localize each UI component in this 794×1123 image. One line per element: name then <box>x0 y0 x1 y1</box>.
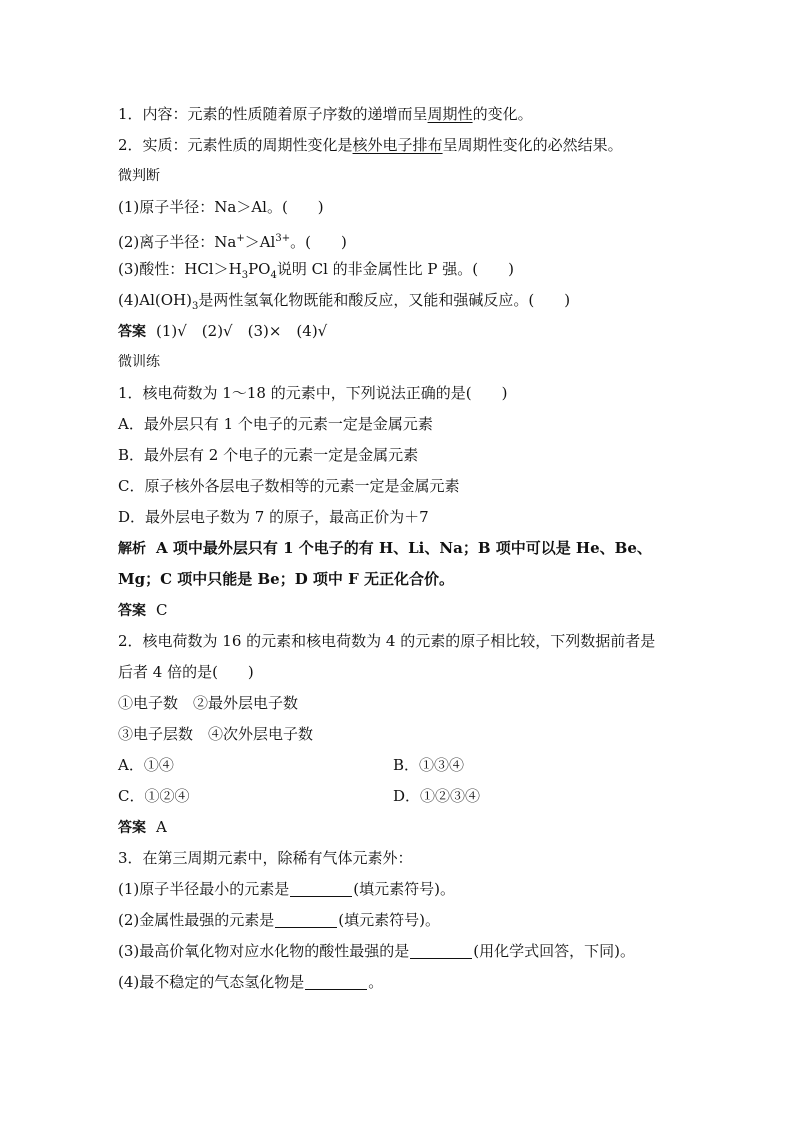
question-3-sub-4 <box>118 967 688 998</box>
answer-label: 答案 <box>118 324 146 340</box>
text: (填元素符号)。 <box>338 911 440 929</box>
question-1-option-b: B．最外层有 2 个电子的元素一定是金属元素 <box>118 446 419 464</box>
judge-answer <box>118 316 688 347</box>
answer-text: C <box>156 601 168 619</box>
text: 呈周期性变化的必然结果。 <box>442 136 623 154</box>
judge-item-1: (1)原子半径：Na＞Al。( ) <box>118 198 324 216</box>
question-1-stem: 1．核电荷数为 1～18 的元素中，下列说法正确的是( ) <box>118 384 508 402</box>
question-2-option-b: B．①③④ <box>393 756 465 774</box>
question-2-items-1: ①电子数 ②最外层电子数 <box>118 694 299 712</box>
text: ＞Al <box>244 233 276 251</box>
text: 。( ) <box>290 233 347 251</box>
question-2-option-c: C．①②④ <box>118 787 190 805</box>
text: 1．内容：元素的性质随着原子序数的递增而呈 <box>118 105 428 123</box>
judge-item-3 <box>118 254 688 285</box>
answer-label: 答案 <box>118 603 146 619</box>
text: (填元素符号)。 <box>353 880 455 898</box>
question-2-items-2: ③电子层数 ④次外层电子数 <box>118 725 314 743</box>
question-2-option-a: A．①④ <box>118 756 174 774</box>
content-line <box>118 99 688 130</box>
text: 说明 Cl 的非金属性比 P 强。( ) <box>276 260 514 278</box>
question-3-sub-1 <box>118 874 688 905</box>
question-1-analysis <box>118 533 688 564</box>
text: (3)酸性：HCl＞H <box>118 260 242 278</box>
analysis-label: 解析 <box>118 541 146 557</box>
text: 是两性氢氧化物既能和酸反应，又能和强碱反应。( ) <box>198 291 571 309</box>
underlined-term: 核外电子排布 <box>352 136 443 154</box>
text: (2)金属性最强的元素是 <box>118 911 275 929</box>
question-1-option-c: C．原子核外各层电子数相等的元素一定是金属元素 <box>118 477 460 495</box>
question-2-options-cd <box>118 781 688 812</box>
essence-line <box>118 130 688 161</box>
answer-text: (1)√ (2)√ (3)× (4)√ <box>156 322 328 340</box>
question-2-option-d: D．①②③④ <box>393 787 481 805</box>
question-1-analysis-cont: Mg；C 项中只能是 Be；D 项中 F 无正化合价。 <box>118 570 455 588</box>
fill-blank[interactable] <box>290 895 352 897</box>
question-3-sub-3 <box>118 936 688 967</box>
question-3-stem: 3．在第三周期元素中，除稀有气体元素外： <box>118 849 413 867</box>
text: (用化学式回答，下同)。 <box>473 942 635 960</box>
text: 。 <box>368 973 384 991</box>
subscript: 3 <box>191 301 199 312</box>
judge-item-2 <box>118 223 688 254</box>
analysis-text: A 项中最外层只有 1 个电子的有 H、Li、Na；B 项中可以是 He、Be、 <box>156 539 652 557</box>
fill-blank[interactable] <box>305 988 367 990</box>
text: 的变化。 <box>472 105 533 123</box>
question-3-sub-2 <box>118 905 688 936</box>
text: 2．实质：元素性质的周期性变化是 <box>118 136 353 154</box>
question-2-stem-cont: 后者 4 倍的是( ) <box>118 663 254 681</box>
training-heading: 微训练 <box>118 354 160 370</box>
fill-blank[interactable] <box>275 926 337 928</box>
text: (2)离子半径：Na <box>118 233 237 251</box>
text: PO <box>248 260 271 278</box>
subscript: 4 <box>270 270 277 281</box>
superscript: + <box>236 233 245 244</box>
question-1-answer <box>118 595 688 626</box>
answer-label: 答案 <box>118 820 146 836</box>
text: (3)最高价氧化物对应水化物的酸性最强的是 <box>118 942 410 960</box>
document-page <box>118 99 688 998</box>
judge-item-4 <box>118 285 688 316</box>
superscript: 3+ <box>275 233 291 244</box>
text: (4)最不稳定的气态氢化物是 <box>118 973 305 991</box>
question-2-options-ab <box>118 750 688 781</box>
fill-blank[interactable] <box>410 957 472 959</box>
question-1-option-a: A．最外层只有 1 个电子的元素一定是金属元素 <box>118 415 433 433</box>
question-2-stem: 2．核电荷数为 16 的元素和核电荷数为 4 的元素的原子相比较，下列数据前者是 <box>118 632 656 650</box>
question-1-option-d: D．最外层电子数为 7 的原子，最高正价为＋7 <box>118 508 429 526</box>
text: (4)Al(OH) <box>118 291 192 309</box>
judge-heading: 微判断 <box>118 168 160 184</box>
text: (1)原子半径最小的元素是 <box>118 880 290 898</box>
underlined-term: 周期性 <box>427 105 473 123</box>
question-2-answer <box>118 812 688 843</box>
answer-text: A <box>156 818 167 836</box>
subscript: 3 <box>241 270 249 281</box>
